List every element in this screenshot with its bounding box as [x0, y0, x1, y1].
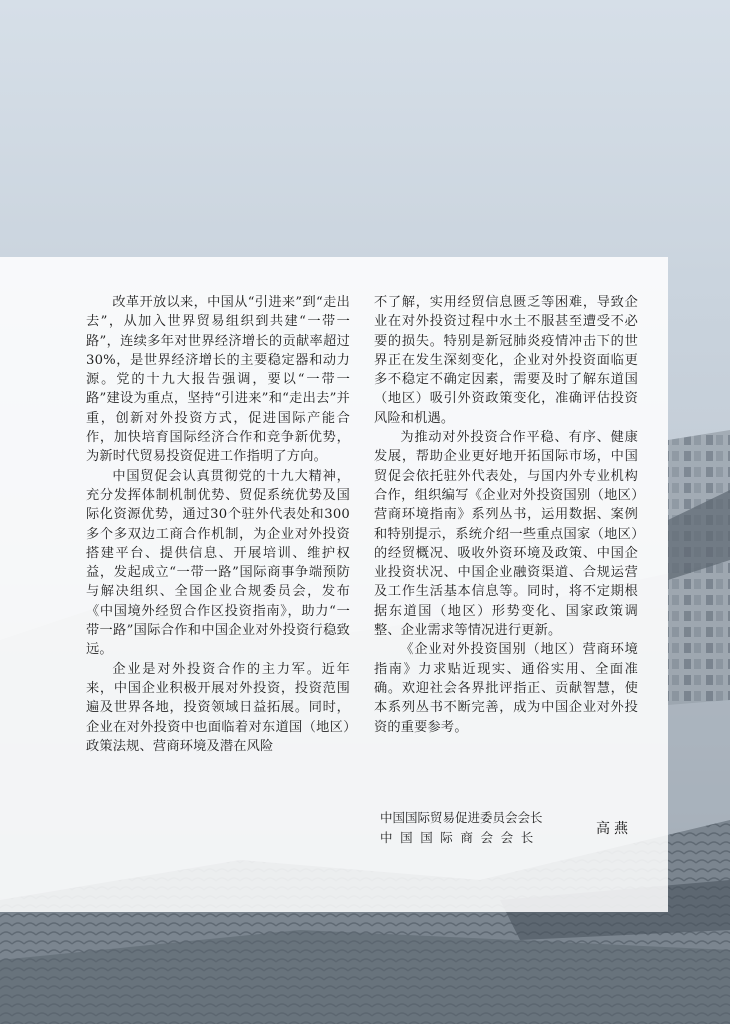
signature-name: 高燕	[596, 821, 632, 837]
paragraph: 中国贸促会认真贯彻党的十九大精神，充分发挥体制机制优势、贸促系统优势及国际化资源优势，通过30个驻外代表处和300多个多双边工商合作机制，为企业对外投资搭建平台、提供信息、开展培训、维护权益，发起成立“一带一路”国际商事争端预防与解决组织、全国企业合规委员会，发布《中国境外经贸合作区投资指南》，助力“一带一路”国际合作和中国企业对外投资行稳致远。	[86, 468, 350, 658]
right-text-column	[374, 293, 638, 737]
paragraph: 企业是对外投资合作的主力军。近年来，中国企业积极开展对外投资，投资范围遍及世界各地，投资领域日益拓展。同时，企业在对外投资中也面临着对东道国（地区）政策法规、营商环境及潜在风险	[86, 661, 350, 754]
paragraph: 《企业对外投资国别（地区）营商环境指南》力求贴近现实、通俗实用、全面准确。欢迎社会各界批评指正、贡献智慧，使本系列丛书不断完善，成为中国企业对外投资的重要参考。	[374, 642, 638, 735]
left-text-column	[86, 293, 350, 756]
paragraph: 为推动对外投资合作平稳、有序、健康发展，帮助企业更好地开拓国际市场，中国贸促会依托驻外代表处，与国内外专业机构合作，组织编写《企业对外投资国别（地区）营商环境指南》系列丛书，运用数据、案例和特别提示，系统介绍一些重点国家（地区）的经贸概况、吸收外资环境及政策、中国企业投资状况、中国企业融资渠道、合规运营及工作生活基本信息等。同时，将不定期根据东道国（地区）形势变化、国家政策调整、企业需求等情况进行更新。	[374, 430, 638, 639]
signature-title: 中国国际商会会长	[380, 830, 541, 845]
paragraph: 不了解，实用经贸信息匮乏等困难，导致企业在对外投资过程中水土不服甚至遭受不必要的损失。特别是新冠肺炎疫情冲击下的世界正在发生深刻变化，企业对外投资面临更多不稳定不确定因素，需要及时了解东道国（地区）吸引外资政策变化，准确评估投资风险和机遇。	[374, 295, 638, 426]
signature-block	[380, 808, 642, 848]
paragraph: 改革开放以来，中国从“引进来”到“走出去”，从加入世界贸易组织到共建“一带一路”，连续多年对世界经济增长的贡献率超过30%，是世界经济增长的主要稳定器和动力源。党的十九大报告强调，要以“一带一路”建设为重点，坚持“引进来”和“走出去”并重，创新对外投资方式，促进国际产能合作，加快培育国际经济合作和竞争新优势，为新时代贸易投资促进工作指明了方向。	[86, 295, 350, 465]
signature-title: 中国国际贸易促进委员会会长	[380, 810, 543, 825]
